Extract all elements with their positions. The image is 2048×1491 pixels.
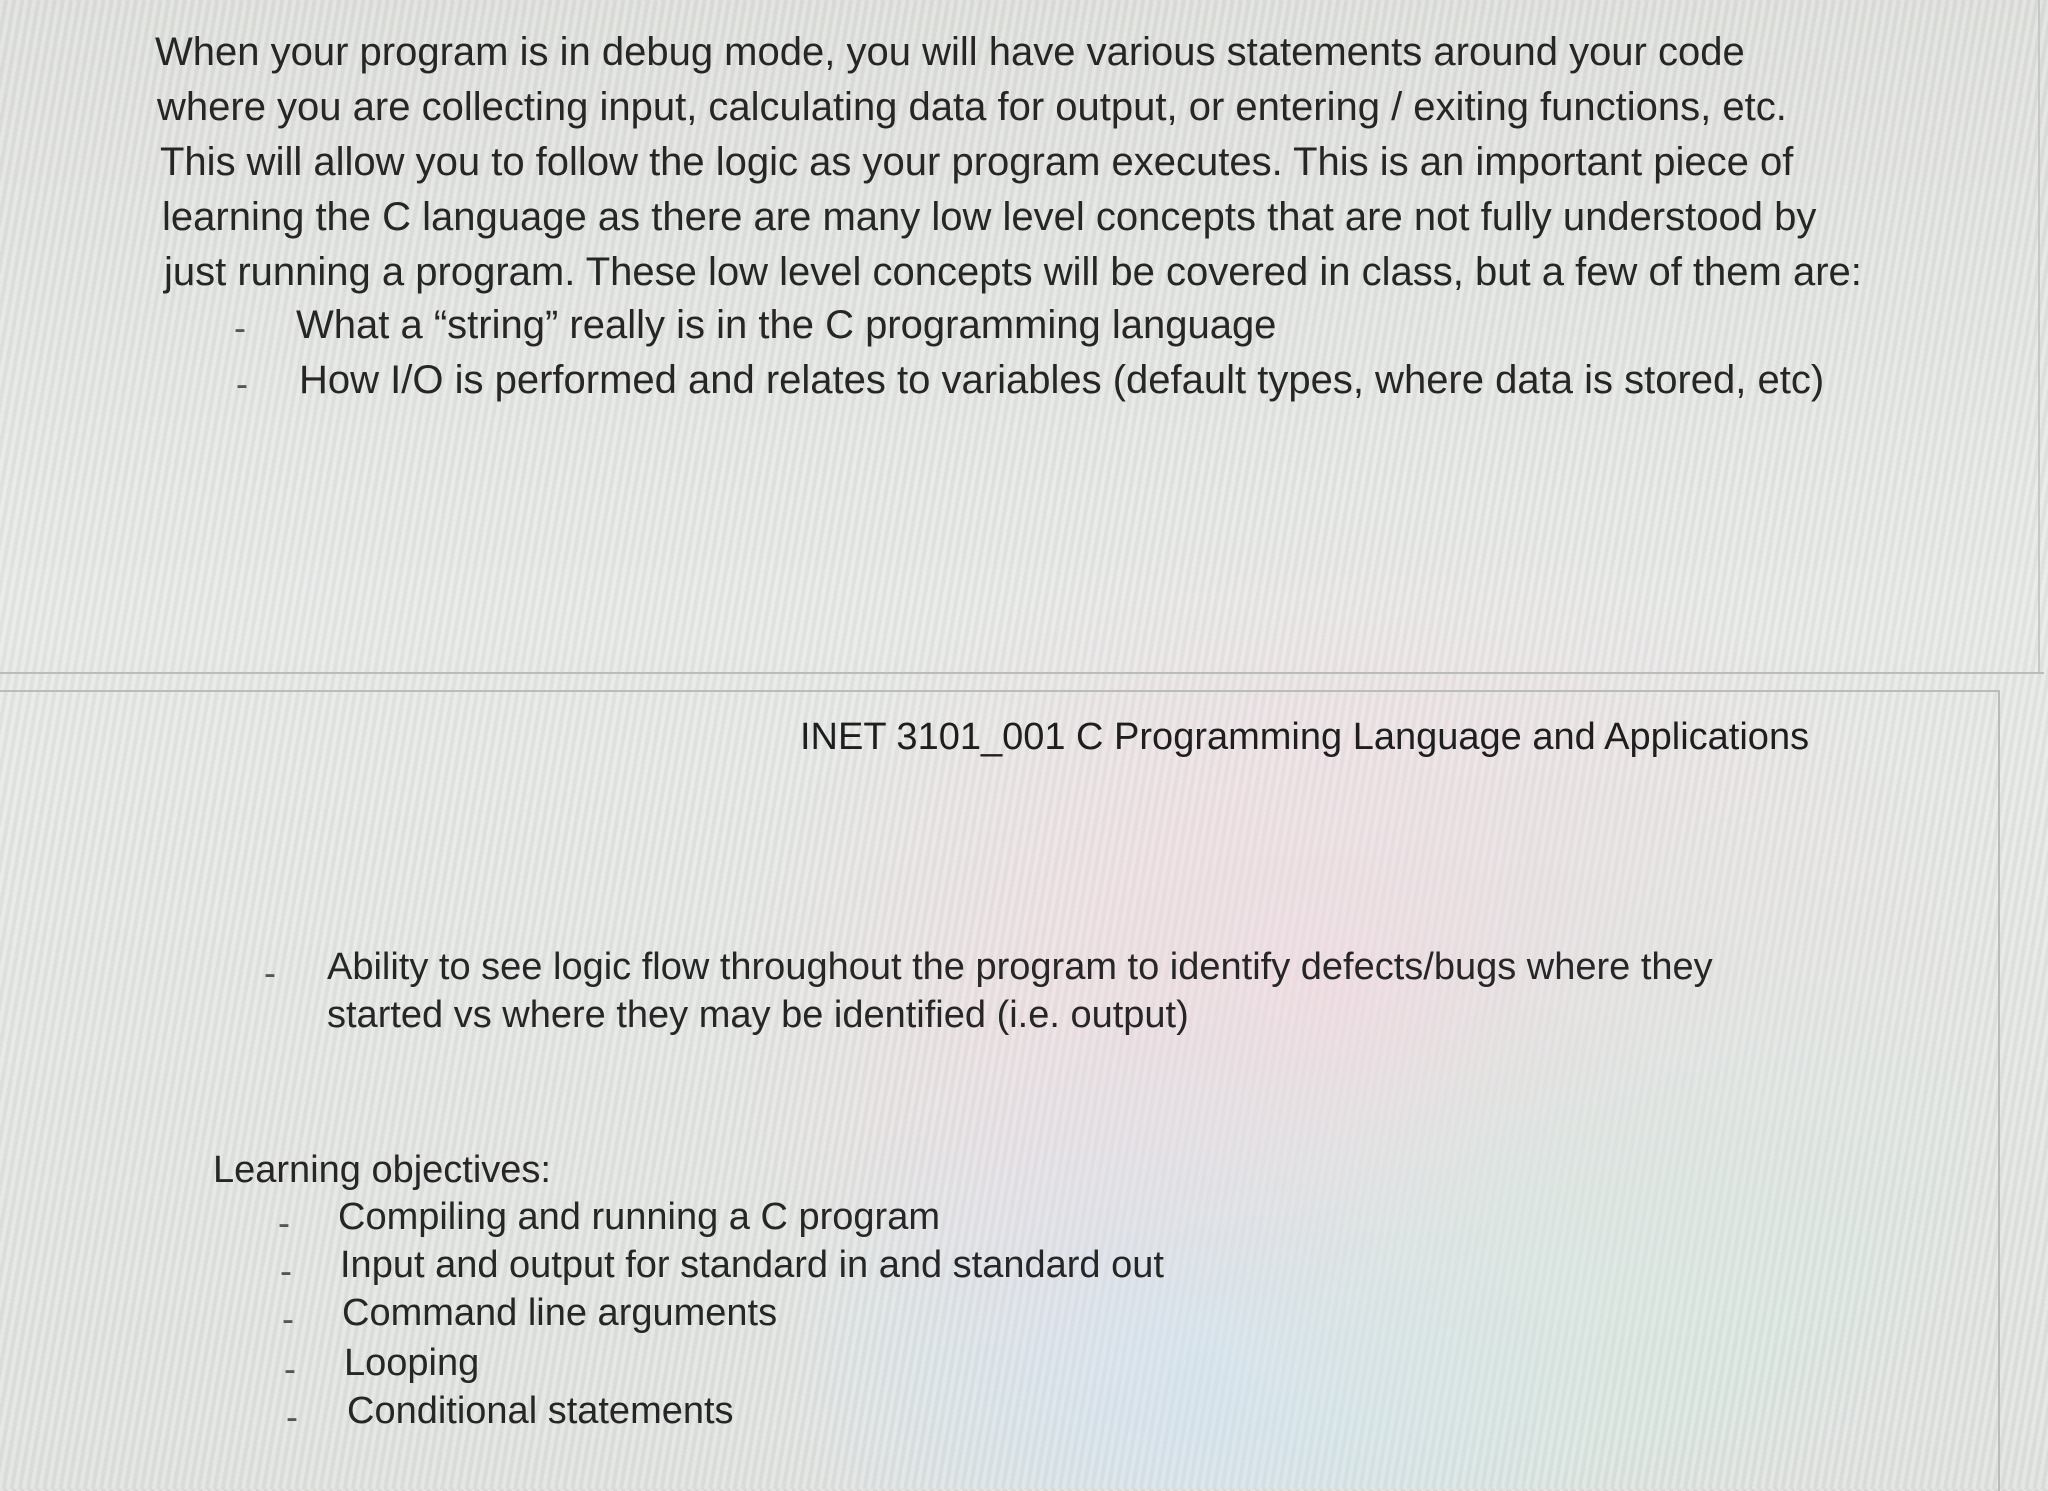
page-edge xyxy=(2038,0,2040,672)
list-item: How I/O is performed and relates to variables (default types, where data is stored, etc) xyxy=(299,358,1825,402)
bullet-dash: - xyxy=(236,363,248,404)
page-bottom-section xyxy=(0,690,2000,1491)
ability-bullet-text: Ability to see logic flow throughout the program to identify defects/bugs where they started vs where they may be identified (i.e. output) xyxy=(327,946,1713,1036)
bullet-dash: - xyxy=(280,1250,292,1291)
objective-item: Command line arguments xyxy=(342,1292,778,1334)
objective-item: Looping xyxy=(344,1342,480,1384)
bullet-dash: - xyxy=(286,1396,298,1437)
course-title: INET 3101_001 C Programming Language and Applications xyxy=(800,716,1810,758)
intro-line: learning the C language as there are many low level concepts that are not fully understood by xyxy=(162,195,1817,239)
bullet-dash: - xyxy=(282,1298,294,1339)
bullet-dash: - xyxy=(234,307,246,348)
intro-line: This will allow you to follow the logic as your program executes. This is an important piece of xyxy=(160,140,1794,184)
intro-line: where you are collecting input, calculating data for output, or entering / exiting functions, etc. xyxy=(157,85,1787,129)
page-divider xyxy=(0,672,2044,674)
objective-item: Conditional statements xyxy=(347,1390,734,1432)
objective-item: Input and output for standard in and standard out xyxy=(340,1244,1164,1286)
bullet-dash: - xyxy=(278,1202,290,1243)
intro-line: just running a program. These low level concepts will be covered in class, but a few of them are: xyxy=(164,250,1862,294)
objective-item: Compiling and running a C program xyxy=(338,1196,940,1238)
learning-objectives-heading: Learning objectives: xyxy=(213,1149,551,1191)
bullet-dash: - xyxy=(284,1348,296,1389)
list-item: What a “string” really is in the C programming language xyxy=(296,303,1277,347)
bullet-dash: - xyxy=(264,952,276,993)
intro-line: When your program is in debug mode, you will have various statements around your code xyxy=(155,30,1745,74)
